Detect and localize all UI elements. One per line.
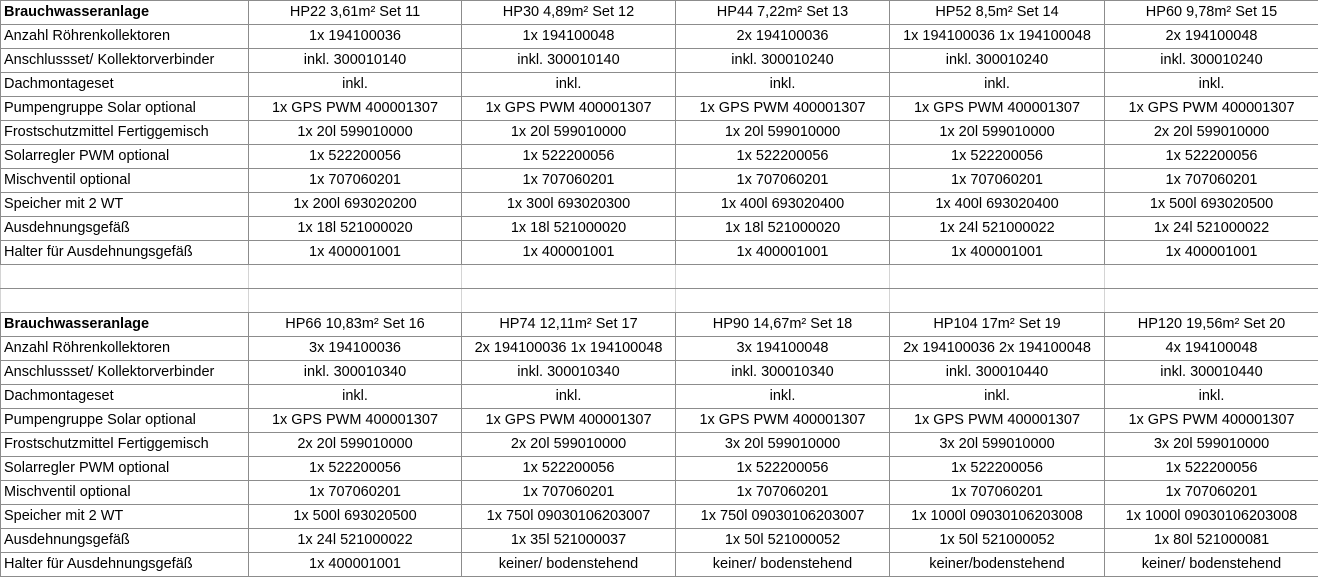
- row-label-cell[interactable]: Solarregler PWM optional: [1, 457, 249, 481]
- value-cell[interactable]: 1x 400001001: [249, 241, 462, 265]
- value-cell[interactable]: [676, 289, 890, 313]
- value-cell[interactable]: inkl.: [676, 385, 890, 409]
- value-cell[interactable]: 1x GPS PWM 400001307: [1105, 409, 1318, 433]
- value-cell[interactable]: HP52 8,5m² Set 14: [890, 1, 1105, 25]
- value-cell[interactable]: 1x 35l 521000037: [462, 529, 676, 553]
- value-cell[interactable]: 1x 707060201: [249, 169, 462, 193]
- value-cell[interactable]: 3x 20l 599010000: [890, 433, 1105, 457]
- row-label-cell[interactable]: Anschlussset/ Kollektorverbinder: [1, 49, 249, 73]
- table-row: [1, 481, 1318, 505]
- value-cell[interactable]: HP66 10,83m² Set 16: [249, 313, 462, 337]
- value-cell[interactable]: 1x 20l 599010000: [676, 121, 890, 145]
- table-row: [1, 553, 1318, 577]
- empty-row: [1, 289, 1318, 313]
- value-cell[interactable]: inkl.: [1105, 385, 1318, 409]
- value-cell[interactable]: 1x 24l 521000022: [890, 217, 1105, 241]
- value-cell[interactable]: 1x 80l 521000081: [1105, 529, 1318, 553]
- value-cell[interactable]: inkl. 300010240: [1105, 49, 1318, 73]
- value-cell[interactable]: HP90 14,67m² Set 18: [676, 313, 890, 337]
- value-cell[interactable]: 1x GPS PWM 400001307: [676, 97, 890, 121]
- value-cell[interactable]: 1x 522200056: [249, 457, 462, 481]
- value-cell[interactable]: inkl. 300010340: [676, 361, 890, 385]
- value-cell[interactable]: HP120 19,56m² Set 20: [1105, 313, 1318, 337]
- row-label-cell[interactable]: Mischventil optional: [1, 481, 249, 505]
- value-cell[interactable]: HP30 4,89m² Set 12: [462, 1, 676, 25]
- row-label-cell[interactable]: Pumpengruppe Solar optional: [1, 97, 249, 121]
- row-label-cell[interactable]: Anschlussset/ Kollektorverbinder: [1, 361, 249, 385]
- table-row: [1, 97, 1318, 121]
- value-cell[interactable]: 1x 707060201: [890, 481, 1105, 505]
- value-cell[interactable]: 1x 400001001: [1105, 241, 1318, 265]
- value-cell[interactable]: [1105, 289, 1318, 313]
- value-cell[interactable]: [249, 265, 462, 289]
- value-cell[interactable]: 1x GPS PWM 400001307: [462, 409, 676, 433]
- value-cell[interactable]: 1x 18l 521000020: [249, 217, 462, 241]
- value-cell[interactable]: 1x GPS PWM 400001307: [462, 97, 676, 121]
- value-cell[interactable]: inkl. 300010140: [249, 49, 462, 73]
- value-cell[interactable]: 1x 522200056: [676, 457, 890, 481]
- value-cell[interactable]: 1x 500l 693020500: [1105, 193, 1318, 217]
- value-cell[interactable]: inkl.: [462, 385, 676, 409]
- value-cell[interactable]: inkl. 300010140: [462, 49, 676, 73]
- table-row: [1, 241, 1318, 265]
- value-cell[interactable]: 1x 500l 693020500: [249, 505, 462, 529]
- value-cell[interactable]: inkl.: [249, 385, 462, 409]
- value-cell[interactable]: 1x 522200056: [1105, 145, 1318, 169]
- value-cell[interactable]: inkl. 300010340: [462, 361, 676, 385]
- value-cell[interactable]: 3x 194100048: [676, 337, 890, 361]
- value-cell[interactable]: 1x 400001001: [890, 241, 1105, 265]
- value-cell[interactable]: 3x 20l 599010000: [1105, 433, 1318, 457]
- value-cell[interactable]: 1x GPS PWM 400001307: [1105, 97, 1318, 121]
- value-cell[interactable]: 1x 707060201: [1105, 481, 1318, 505]
- value-cell[interactable]: 2x 194100036: [676, 25, 890, 49]
- value-cell[interactable]: 1x 400001001: [249, 553, 462, 577]
- value-cell[interactable]: 1x 522200056: [462, 457, 676, 481]
- value-cell[interactable]: [1105, 265, 1318, 289]
- value-cell[interactable]: 3x 194100036: [249, 337, 462, 361]
- row-label-cell[interactable]: Frostschutzmittel Fertiggemisch: [1, 121, 249, 145]
- table-row: [1, 385, 1318, 409]
- row-label-cell[interactable]: Brauchwasseranlage: [1, 1, 249, 25]
- value-cell[interactable]: 4x 194100048: [1105, 337, 1318, 361]
- value-cell[interactable]: inkl.: [676, 73, 890, 97]
- value-cell[interactable]: 1x 20l 599010000: [890, 121, 1105, 145]
- row-label-cell[interactable]: Dachmontageset: [1, 73, 249, 97]
- value-cell[interactable]: inkl.: [249, 73, 462, 97]
- value-cell[interactable]: 1x 194100036: [249, 25, 462, 49]
- value-cell[interactable]: 1x 400001001: [462, 241, 676, 265]
- value-cell[interactable]: HP74 12,11m² Set 17: [462, 313, 676, 337]
- value-cell[interactable]: inkl. 300010240: [676, 49, 890, 73]
- empty-row: [1, 265, 1318, 289]
- value-cell[interactable]: 3x 20l 599010000: [676, 433, 890, 457]
- value-cell[interactable]: keiner/ bodenstehend: [462, 553, 676, 577]
- value-cell[interactable]: keiner/ bodenstehend: [676, 553, 890, 577]
- row-label-cell[interactable]: Speicher mit 2 WT: [1, 193, 249, 217]
- value-cell[interactable]: 1x 707060201: [676, 169, 890, 193]
- value-cell[interactable]: 2x 20l 599010000: [249, 433, 462, 457]
- value-cell[interactable]: 1x 522200056: [890, 145, 1105, 169]
- value-cell[interactable]: 1x 707060201: [676, 481, 890, 505]
- value-cell[interactable]: [462, 289, 676, 313]
- value-cell[interactable]: HP22 3,61m² Set 11: [249, 1, 462, 25]
- table-row: [1, 433, 1318, 457]
- row-label-cell[interactable]: Ausdehnungsgefäß: [1, 529, 249, 553]
- spreadsheet-body: [1, 1, 1318, 577]
- value-cell[interactable]: 1x 1000l 09030106203008: [890, 505, 1105, 529]
- section-header-row: [1, 313, 1318, 337]
- table-row: [1, 25, 1318, 49]
- table-row: [1, 529, 1318, 553]
- row-label-cell[interactable]: [1, 289, 249, 313]
- value-cell[interactable]: [462, 265, 676, 289]
- value-cell[interactable]: HP60 9,78m² Set 15: [1105, 1, 1318, 25]
- value-cell[interactable]: 1x GPS PWM 400001307: [890, 409, 1105, 433]
- value-cell[interactable]: [890, 265, 1105, 289]
- row-label-cell[interactable]: Dachmontageset: [1, 385, 249, 409]
- value-cell[interactable]: 2x 194100036 1x 194100048: [462, 337, 676, 361]
- value-cell[interactable]: 1x 707060201: [462, 481, 676, 505]
- row-label-cell[interactable]: [1, 265, 249, 289]
- value-cell[interactable]: 1x 522200056: [890, 457, 1105, 481]
- table-row: [1, 73, 1318, 97]
- table-row: [1, 361, 1318, 385]
- section-header-row: [1, 1, 1318, 25]
- value-cell[interactable]: inkl. 300010240: [890, 49, 1105, 73]
- value-cell[interactable]: 1x 1000l 09030106203008: [1105, 505, 1318, 529]
- value-cell[interactable]: 1x GPS PWM 400001307: [676, 409, 890, 433]
- value-cell[interactable]: 1x 522200056: [249, 145, 462, 169]
- value-cell[interactable]: HP104 17m² Set 19: [890, 313, 1105, 337]
- value-cell[interactable]: inkl. 300010340: [249, 361, 462, 385]
- value-cell[interactable]: 1x 400l 693020400: [676, 193, 890, 217]
- value-cell[interactable]: [890, 289, 1105, 313]
- value-cell[interactable]: 1x 750l 09030106203007: [462, 505, 676, 529]
- row-label-cell[interactable]: Mischventil optional: [1, 169, 249, 193]
- value-cell[interactable]: 1x 50l 521000052: [676, 529, 890, 553]
- value-cell[interactable]: 1x 18l 521000020: [462, 217, 676, 241]
- value-cell[interactable]: [676, 265, 890, 289]
- row-label-cell[interactable]: Frostschutzmittel Fertiggemisch: [1, 433, 249, 457]
- value-cell[interactable]: 1x GPS PWM 400001307: [249, 97, 462, 121]
- value-cell[interactable]: inkl. 300010440: [1105, 361, 1318, 385]
- value-cell[interactable]: [249, 289, 462, 313]
- value-cell[interactable]: 1x 707060201: [462, 169, 676, 193]
- value-cell[interactable]: 1x 400l 693020400: [890, 193, 1105, 217]
- value-cell[interactable]: 1x 522200056: [462, 145, 676, 169]
- value-cell[interactable]: 1x 707060201: [1105, 169, 1318, 193]
- value-cell[interactable]: 1x 20l 599010000: [462, 121, 676, 145]
- value-cell[interactable]: 1x 707060201: [249, 481, 462, 505]
- value-cell[interactable]: 1x 24l 521000022: [1105, 217, 1318, 241]
- value-cell[interactable]: 1x 50l 521000052: [890, 529, 1105, 553]
- value-cell[interactable]: 1x 18l 521000020: [676, 217, 890, 241]
- row-label-cell[interactable]: Brauchwasseranlage: [1, 313, 249, 337]
- value-cell[interactable]: 1x 20l 599010000: [249, 121, 462, 145]
- row-label-cell[interactable]: Anzahl Röhrenkollektoren: [1, 25, 249, 49]
- value-cell[interactable]: 1x 750l 09030106203007: [676, 505, 890, 529]
- value-cell[interactable]: HP44 7,22m² Set 13: [676, 1, 890, 25]
- value-cell[interactable]: 2x 20l 599010000: [462, 433, 676, 457]
- value-cell[interactable]: 2x 194100036 2x 194100048: [890, 337, 1105, 361]
- row-label-cell[interactable]: Halter für Ausdehnungsgefäß: [1, 553, 249, 577]
- value-cell[interactable]: inkl.: [462, 73, 676, 97]
- value-cell[interactable]: keiner/ bodenstehend: [1105, 553, 1318, 577]
- value-cell[interactable]: 1x 24l 521000022: [249, 529, 462, 553]
- value-cell[interactable]: 1x 707060201: [890, 169, 1105, 193]
- value-cell[interactable]: inkl.: [1105, 73, 1318, 97]
- table-row: [1, 457, 1318, 481]
- row-label-cell[interactable]: Speicher mit 2 WT: [1, 505, 249, 529]
- value-cell[interactable]: inkl.: [890, 385, 1105, 409]
- table-row: [1, 337, 1318, 361]
- table-row: [1, 121, 1318, 145]
- value-cell[interactable]: 1x 522200056: [676, 145, 890, 169]
- row-label-cell[interactable]: Solarregler PWM optional: [1, 145, 249, 169]
- value-cell[interactable]: 1x 194100048: [462, 25, 676, 49]
- value-cell[interactable]: 1x 522200056: [1105, 457, 1318, 481]
- row-label-cell[interactable]: Anzahl Röhrenkollektoren: [1, 337, 249, 361]
- table-row: [1, 145, 1318, 169]
- row-label-cell[interactable]: Halter für Ausdehnungsgefäß: [1, 241, 249, 265]
- value-cell[interactable]: 2x 20l 599010000: [1105, 121, 1318, 145]
- value-cell[interactable]: 1x 300l 693020300: [462, 193, 676, 217]
- table-row: [1, 193, 1318, 217]
- value-cell[interactable]: 1x 200l 693020200: [249, 193, 462, 217]
- row-label-cell[interactable]: Ausdehnungsgefäß: [1, 217, 249, 241]
- value-cell[interactable]: inkl. 300010440: [890, 361, 1105, 385]
- value-cell[interactable]: inkl.: [890, 73, 1105, 97]
- value-cell[interactable]: 1x GPS PWM 400001307: [249, 409, 462, 433]
- table-row: [1, 49, 1318, 73]
- table-row: [1, 217, 1318, 241]
- table-row: [1, 505, 1318, 529]
- value-cell[interactable]: keiner/bodenstehend: [890, 553, 1105, 577]
- value-cell[interactable]: 1x 194100036 1x 194100048: [890, 25, 1105, 49]
- value-cell[interactable]: 2x 194100048: [1105, 25, 1318, 49]
- row-label-cell[interactable]: Pumpengruppe Solar optional: [1, 409, 249, 433]
- table-row: [1, 409, 1318, 433]
- value-cell[interactable]: 1x 400001001: [676, 241, 890, 265]
- value-cell[interactable]: 1x GPS PWM 400001307: [890, 97, 1105, 121]
- table-row: [1, 169, 1318, 193]
